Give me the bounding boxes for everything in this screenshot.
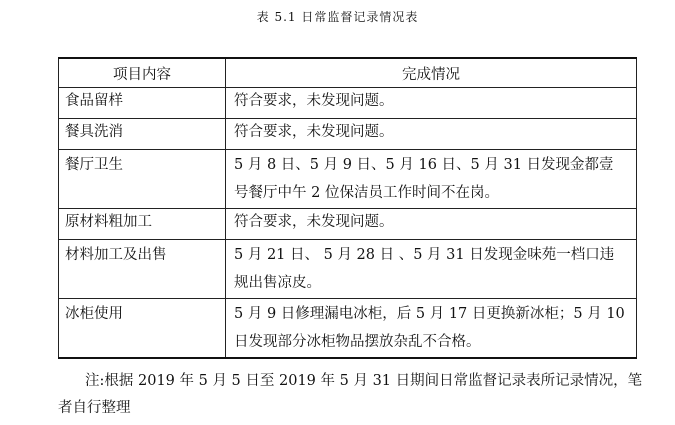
header-status: 完成情况	[226, 58, 637, 88]
row-item: 材料加工及出售	[59, 240, 226, 299]
row-status: 符合要求，未发现问题。	[226, 119, 637, 150]
row-item: 原材料粗加工	[59, 209, 226, 240]
header-item: 项目内容	[59, 58, 226, 88]
table-caption: 表 5.1 日常监督记录情况表	[256, 10, 419, 24]
table-row	[59, 240, 637, 299]
table-row	[59, 150, 637, 209]
row-item: 食品留样	[59, 88, 226, 119]
row-status: 5 月 8 日、5 月 9 日、5 月 16 日、5 月 31 日发现金都壹号餐厅中午 2 位保洁员工作时间不在岗。	[226, 150, 637, 209]
supervision-record-table	[58, 57, 637, 359]
row-item: 冰柜使用	[59, 299, 226, 359]
table-row	[59, 119, 637, 150]
table-row	[59, 299, 637, 359]
row-status: 5 月 21 日、 5 月 28 日 、5 月 31 日发现金味苑一档口违规出售凉皮。	[226, 240, 637, 299]
row-status: 符合要求，未发现问题。	[226, 88, 637, 119]
row-status: 符合要求，未发现问题。	[226, 209, 637, 240]
table-note: 注:根据 2019 年 5 月 5 日至 2019 年 5 月 31 日期间日常监督记录表所记录情况，笔者自行整理	[58, 373, 643, 416]
table-row	[59, 88, 637, 119]
row-status: 5 月 9 日修理漏电冰柜，后 5 月 17 日更换新冰柜；5 月 10 日发现部分冰柜物品摆放杂乱不合格。	[226, 299, 637, 359]
table-row	[59, 209, 637, 240]
row-item: 餐具洗消	[59, 119, 226, 150]
row-item: 餐厅卫生	[59, 150, 226, 209]
table-header-row	[59, 58, 637, 88]
